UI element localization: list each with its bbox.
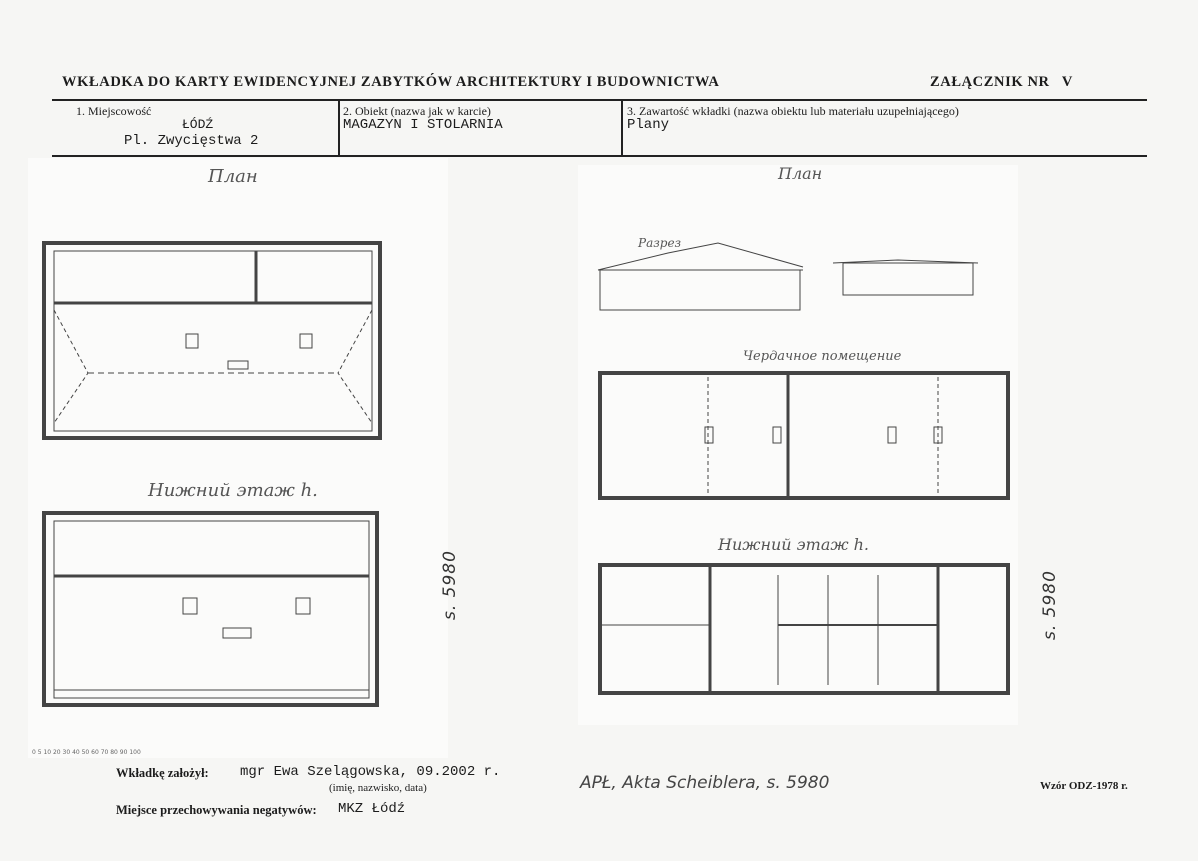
right-section-label: Разрез [638, 236, 682, 250]
founded-label: Wkładkę założył: [116, 766, 209, 780]
locality-label: 1. Miejscowość [76, 104, 152, 118]
right-attic-label: Чердачное помещение [743, 349, 902, 364]
locality-address: Pl. Zwycięstwa 2 [124, 133, 259, 149]
annex-label [930, 74, 1073, 91]
column-divider-2 [621, 100, 623, 155]
column-divider-1 [338, 100, 340, 155]
storage-label: Miejsce przechowywania negatywów: [116, 803, 317, 817]
annex-number: V [1061, 74, 1073, 90]
content-value: Plany [627, 117, 670, 133]
left-signature-mark: s. 5980 [440, 550, 460, 620]
right-floor-plan [578, 165, 1018, 725]
right-signature-mark: s. 5980 [1040, 570, 1060, 640]
scale-label: 0 5 10 20 30 40 50 60 70 80 90 100 [32, 749, 141, 756]
archive-note: APŁ, Akta Scheiblera, s. 5980 [580, 773, 830, 793]
header-top-rule [52, 99, 1147, 101]
annex-label-text: ZAŁĄCZNIK NR [930, 74, 1050, 90]
document-title: WKŁADKA DO KARTY EWIDENCYJNEJ ZABYTKÓW ARCHITEKTURY I BUDOWNICTWA [62, 74, 720, 90]
content-label: 3. Zawartość wkładki (nazwa obiektu lub materiału uzupełniającego) [627, 104, 959, 118]
storage-value: MKZ Łódź [338, 801, 406, 817]
left-plan-title: План [208, 166, 258, 187]
right-lower-title: Нижний этаж h. [718, 535, 870, 554]
right-plan-title: План [778, 165, 823, 183]
object-label: 2. Obiekt (nazwa jak w karcie) [343, 104, 491, 118]
left-floor-plan [28, 158, 448, 758]
founded-value: mgr Ewa Szelągowska, 09.2002 r. [240, 764, 501, 780]
header-bottom-rule [52, 155, 1147, 157]
left-plan-drawing [28, 158, 448, 758]
right-plan-drawing [578, 165, 1018, 725]
left-lower-title: Нижний этаж h. [148, 480, 318, 501]
founded-hint: (imię, nazwisko, data) [329, 782, 427, 794]
object-value: MAGAZYN I STOLARNIA [343, 117, 503, 133]
locality-city: ŁÓDŹ [182, 117, 214, 132]
form-code: Wzór ODZ-1978 r. [1040, 780, 1128, 792]
